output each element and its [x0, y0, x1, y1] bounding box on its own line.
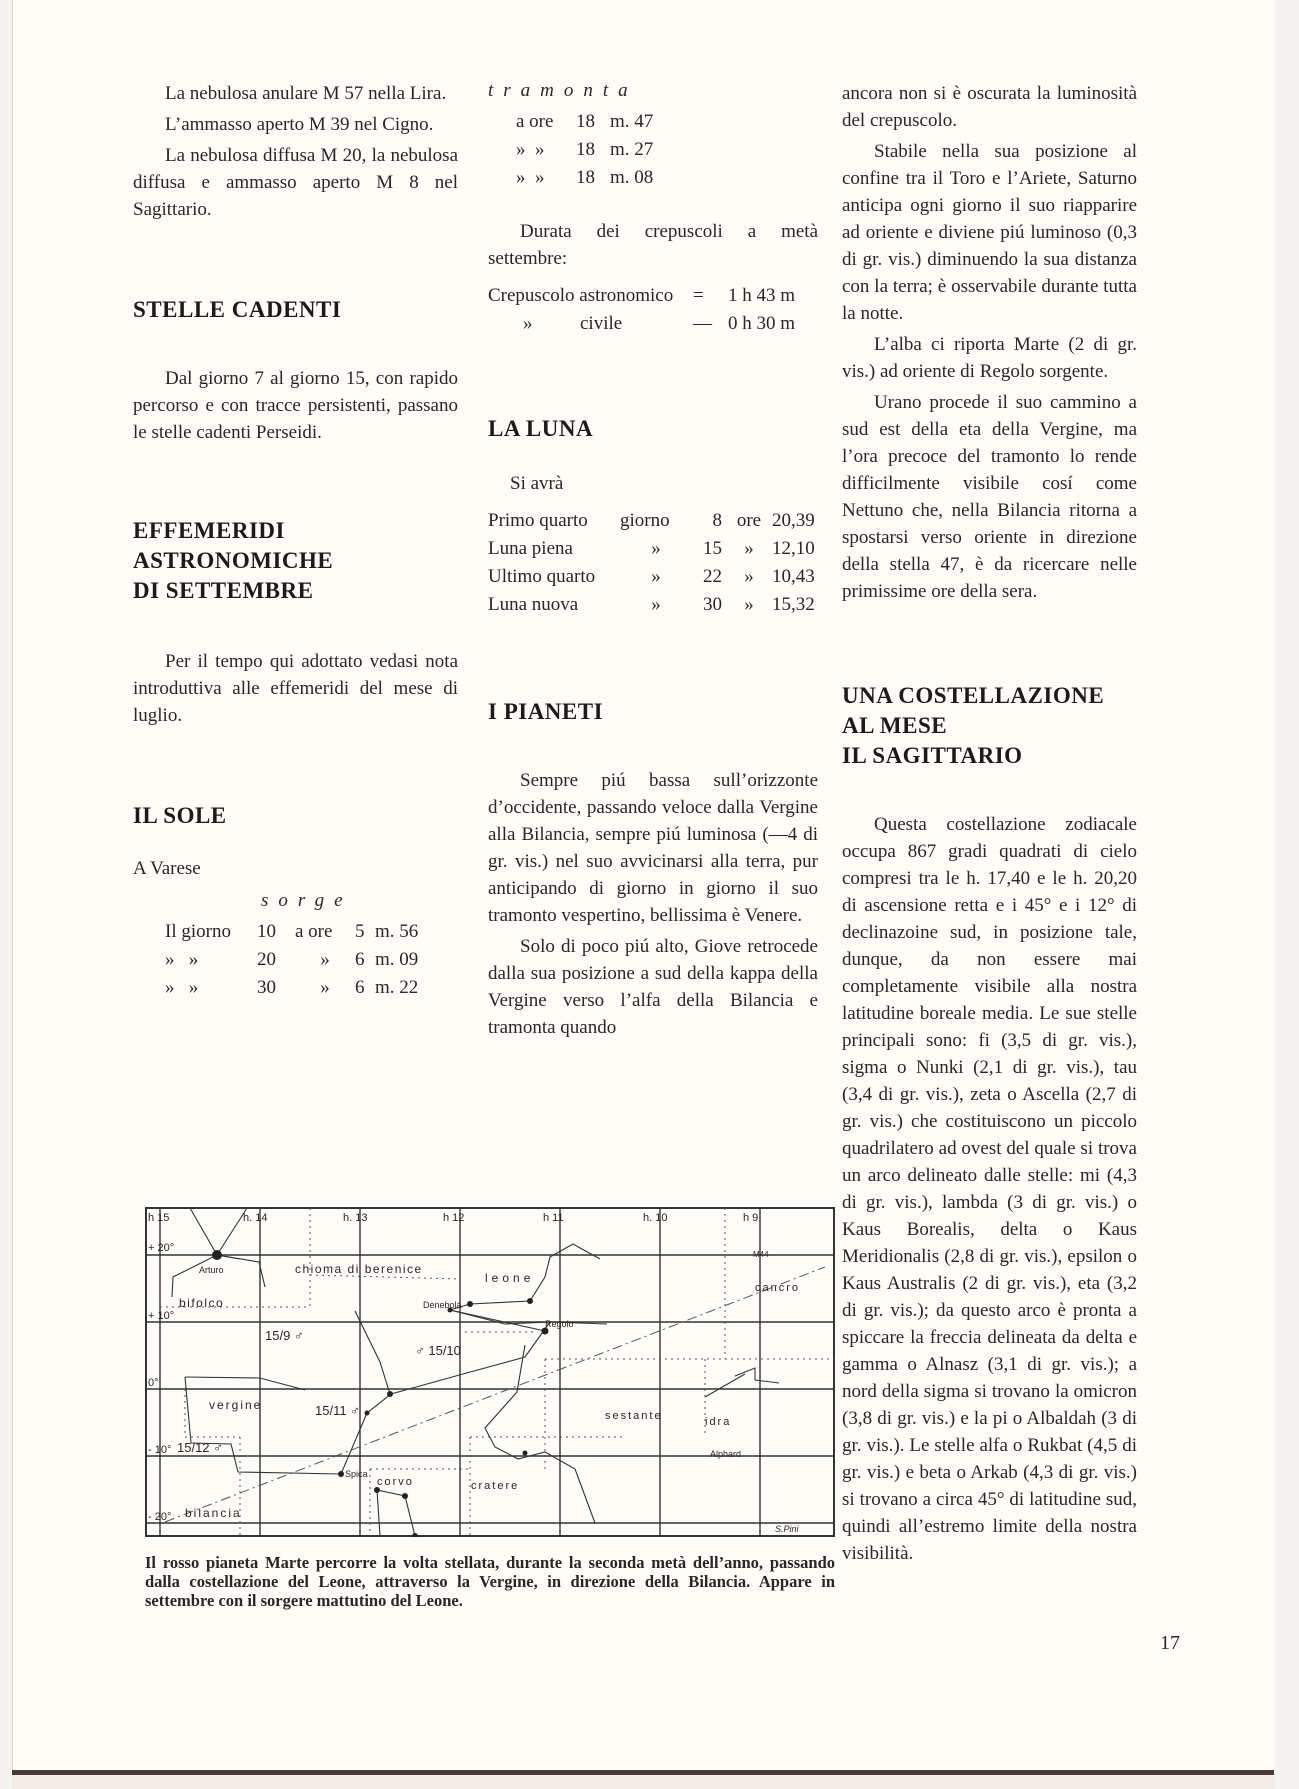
svg-text:h. 14: h. 14 — [243, 1212, 268, 1224]
svg-text:Spica: Spica — [345, 1469, 368, 1479]
svg-text:Denebola: Denebola — [423, 1300, 462, 1310]
tramonta-row: » » 18 m. 27 — [516, 139, 654, 160]
column-2 — [488, 80, 818, 1041]
ra-gridlines — [160, 1208, 760, 1536]
planets-paragraph: Stabile nella sua posizione al confine tra il Toro e l’Ariete, Saturno anticipa ogni giorno il suo riapparire ad oriente e diviene piú luminoso (0,3 di gr. vis.) diminuendo la sua distanza con la terra; è osservabile durante tutta la notte. — [842, 141, 1137, 324]
heading-line: DI SETTEMBRE — [133, 578, 314, 603]
continuation-text: ancora non si è oscurata la luminosità del crepuscolo. — [842, 83, 1137, 131]
crepuscoli-intro: Durata dei crepuscoli a metà settembre: — [488, 221, 818, 269]
heading-stelle-cadenti: STELLE CADENTI — [133, 297, 342, 322]
sole-row: » » 20 » 6 m. 09 — [165, 949, 419, 970]
heading-line: ASTRONOMICHE — [133, 548, 334, 573]
pianeti-paragraph: Solo di poco piú alto, Giove retrocede dalla sua posizione a sud della kappa della Vergine verso l’alfa della Bilancia e tramonta quando — [488, 936, 818, 1038]
page-underlay — [12, 1775, 1274, 1789]
svg-text:chioma di berenice: chioma di berenice — [295, 1262, 423, 1276]
pianeti-paragraph: Sempre piú bassa sull’orizzonte d’occidente, passando veloce dalla Vergine alla Bilancia, sempre piú luminosa (—4 di gr. vis.) nel suo avvicinarsi alla terra, pur anticipando di giorno in giorno il suo tramonto vespertino, bellissima è Venere. — [488, 770, 818, 926]
luna-table — [488, 507, 818, 619]
svg-text:+ 20°: + 20° — [148, 1242, 175, 1254]
column-3 — [842, 80, 1137, 1567]
svg-text:- 20°: - 20° — [148, 1511, 172, 1523]
luna-row: Luna nuova » 30 » 15,32 — [488, 594, 815, 615]
heading-effemeridi — [133, 516, 458, 606]
tramonta-label: tramonta — [488, 80, 638, 101]
svg-text:15/9 ♂: 15/9 ♂ — [265, 1328, 304, 1343]
column-1 — [133, 80, 458, 1002]
svg-text:15/12 ♂: 15/12 ♂ — [177, 1440, 223, 1455]
sole-table — [165, 918, 458, 1002]
heading-line: UNA COSTELLAZIONE — [842, 683, 1105, 708]
svg-text:h 11: h 11 — [543, 1212, 564, 1224]
heading-la-luna: LA LUNA — [488, 416, 594, 441]
svg-text:bifolco: bifolco — [179, 1296, 225, 1310]
intro-paragraph: L’ammasso aperto M 39 nel Cigno. — [165, 114, 434, 135]
crepuscolo-row: » civile — 0 h 30 m — [523, 313, 796, 334]
svg-text:h 12: h 12 — [443, 1212, 465, 1224]
planets-paragraph: L’alba ci riporta Marte (2 di gr. vis.) ad oriente di Regolo sorgente. — [842, 334, 1137, 382]
intro-paragraph: La nebulosa diffusa M 20, la nebulosa diffusa e ammasso aperto M 8 nel Sagittario. — [133, 145, 458, 220]
svg-text:S.Pini: S.Pini — [775, 1524, 799, 1534]
svg-text:corvo: corvo — [377, 1476, 414, 1488]
sole-row: » » 30 » 6 m. 22 — [165, 977, 419, 998]
sole-location: A Varese — [133, 858, 201, 879]
svg-text:Regolo: Regolo — [545, 1319, 574, 1329]
stars — [212, 1250, 549, 1537]
luna-row: Primo quarto giorno 8 ore 20,39 — [488, 510, 815, 531]
svg-text:h. 10: h. 10 — [643, 1212, 668, 1224]
sorge-label: sorge — [261, 890, 353, 911]
heading-line: EFFEMERIDI — [133, 518, 285, 543]
sagittario-text: Questa costellazione zodiacale occupa 867 gradi quadrati di cielo compresi tra le h. 17,40 e le h. 20,20 di ascensione retta e i 45° e i 12° di declinazoine sud, in posizione tale, dunque, da non essere mai completamente visibile alla nostra latitudine boreale media. Le sue stelle principali sono: fi (3,5 di gr. vis.), sigma o Nunki (2,1 di gr. vis.), tau (3,4 di gr. vis.), zeta o Ascella (2,7 di gr. vis.) che costituiscono un piccolo quadrilatero ad ovest del quale si trova un arco delineato dalle stelle: mi (4,3 di gr. vis.), lambda (3 di gr. vis.) o Kaus Borealis, delta o Kaus Meridionalis (2,8 di gr. vis.), epsilon o Kaus Australis (2 di gr. vis.), eta (3,2 di gr. vis.); da questo arco è pronta a spiccare la freccia delineata da delta e gamma o Alnasz (3,1 di gr. vis.); a nord della sigma si trovano la omicron (3,8 di gr. vis.) e la pi o Albaldah (3 di gr. vis.). Le stelle alfa o Rukbat (4,5 di gr. vis.) e beta o Arkab (4,3 di gr. vis.) si trovano a circa 45° di latitudine sud, quindi all’estremo limite della nostra visibilità. — [842, 814, 1137, 1564]
svg-text:cancro: cancro — [755, 1282, 801, 1294]
svg-text:- 10°: - 10° — [148, 1444, 172, 1456]
page-number: 17 — [1160, 1632, 1180, 1654]
svg-text:h. 13: h. 13 — [343, 1212, 368, 1224]
luna-row: Luna piena » 15 » 12,10 — [488, 538, 815, 559]
svg-text:vergine: vergine — [209, 1398, 263, 1412]
svg-text:Alphard: Alphard — [710, 1449, 742, 1459]
svg-text:sestante: sestante — [605, 1410, 663, 1422]
heading-line: AL MESE — [842, 713, 948, 738]
svg-text:leone: leone — [485, 1271, 535, 1285]
svg-text:15/11 ♂: 15/11 ♂ — [315, 1403, 360, 1418]
svg-text:h 9: h 9 — [743, 1212, 759, 1224]
tramonta-row: » » 18 m. 08 — [516, 167, 654, 188]
intro-paragraph: La nebulosa anulare M 57 nella Lira. — [165, 83, 447, 104]
svg-text:M44: M44 — [753, 1250, 769, 1259]
svg-text:idra: idra — [705, 1416, 732, 1428]
heading-line: IL SAGITTARIO — [842, 743, 1023, 768]
effemeridi-text: Per il tempo qui adottato vedasi nota introduttiva alle effemeridi del mese di luglio. — [133, 651, 458, 726]
planets-paragraph: Urano procede il suo cammino a sud est della eta della Vergine, ma l’ora precoce del tramonto lo rende difficilmente visibile cosí come Nettuno che, nella Bilancia ritorna a spostarsi verso oriente in direzione della stella 47, è da ricercare nelle primissime ore della sera. — [842, 392, 1137, 602]
tramonta-row: a ore 18 m. 47 — [516, 111, 654, 132]
tramonta-table — [516, 108, 818, 192]
svg-text:bilancia: bilancia — [185, 1506, 242, 1520]
crepuscolo-row: Crepuscolo astronomico = 1 h 43 m — [488, 285, 796, 306]
svg-text:+ 10°: + 10° — [148, 1310, 175, 1322]
luna-intro: Si avrà — [510, 473, 564, 494]
svg-text:h 15: h 15 — [148, 1212, 170, 1224]
figure-caption: Il rosso pianeta Marte percorre la volta stellata, durante la seconda metà dell’anno, passando dalla costellazione del Leone, attraverso la Vergine, in direzione della Bilancia. Appare in settembre con il sorgere mattutino del Leone. — [145, 1553, 835, 1610]
heading-il-sole: IL SOLE — [133, 803, 227, 828]
sole-row: Il giorno 10 a ore 5 m. 56 — [165, 921, 419, 942]
svg-text:cratere: cratere — [471, 1480, 520, 1492]
svg-text:Arturo: Arturo — [199, 1265, 224, 1275]
svg-text:♂ 15/10: ♂ 15/10 — [415, 1343, 461, 1358]
star-map — [145, 1207, 835, 1537]
stelle-cadenti-text: Dal giorno 7 al giorno 15, con rapido percorso e con tracce persistenti, passano le stelle cadenti Perseidi. — [133, 368, 458, 443]
crepuscoli-table — [488, 282, 818, 338]
luna-row: Ultimo quarto » 22 » 10,43 — [488, 566, 815, 587]
heading-i-pianeti: I PIANETI — [488, 699, 604, 724]
heading-costellazione — [842, 681, 1137, 771]
svg-text:0°: 0° — [148, 1377, 159, 1389]
